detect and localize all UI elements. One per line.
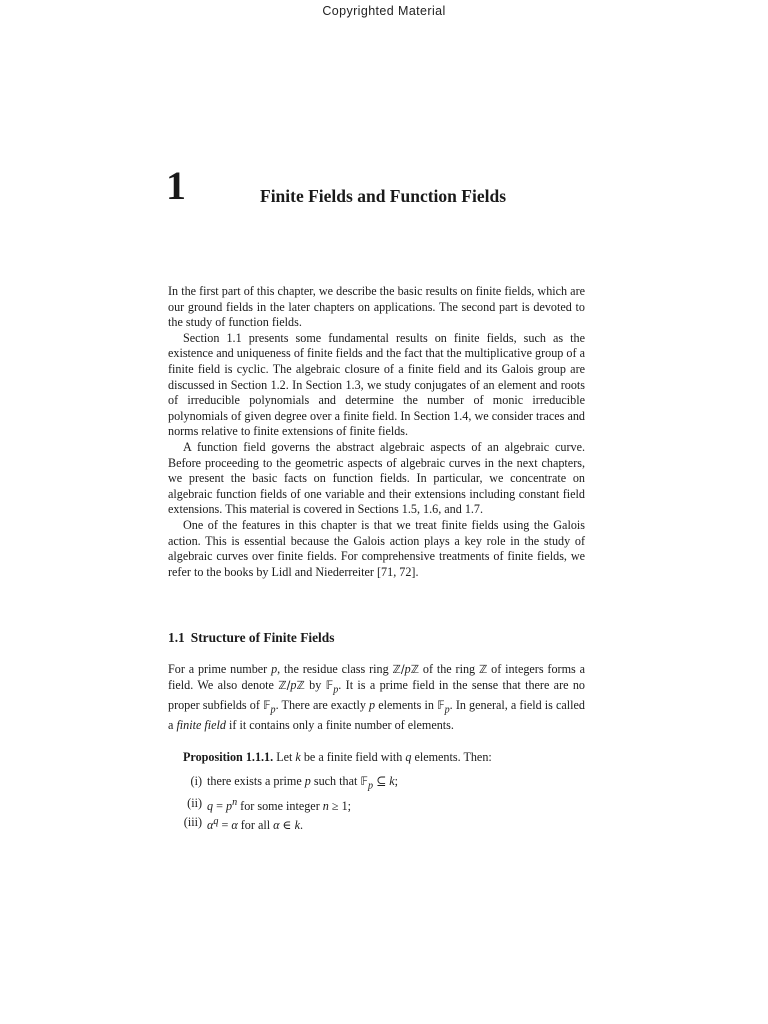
chapter-intro bbox=[168, 284, 585, 580]
chapter-number: 1 bbox=[166, 163, 186, 208]
intro-paragraph-1: In the first part of this chapter, we describe the basic results on finite fields, which are our ground fields in the later chapters on applications. The second part is devoted to the study of function fields. bbox=[168, 284, 585, 330]
section-paragraph bbox=[168, 662, 585, 733]
intro-paragraph-3: A function field governs the abstract algebraic aspects of an algebraic curve. Before proceeding to the geometric aspects of algebraic curves in the next chapters, we present the basic facts on function fields. In particular, we concentrate on algebraic function fields of one variable and their extensions including constant field extensions. This material is covered in Sections 1.5, 1.6, and 1.7. bbox=[168, 439, 585, 517]
list-item: (iii) $\alpha^q = \alpha$ for all α ∈ k. bbox=[183, 814, 304, 832]
section-number: 1.1 bbox=[168, 630, 185, 645]
section-paragraph-1: For a prime number p, the residue class ring ℤ/pℤ of the ring ℤ of integers forms a field. We also denote ℤ/pℤ by 𝔽$_p$. It is a prime field in the sense that there are no proper subfields of 𝔽$_p$. There are exactly p elements in 𝔽$_p$. In general, a field is called a finite field if it contains only a finite number of elements. bbox=[168, 662, 585, 732]
copyright-watermark: Copyrighted Material bbox=[322, 4, 446, 18]
intro-paragraph-4: One of the features in this chapter is that we treat finite fields using the Galois action. This is essential because the Galois action plays a key role in the study of algebraic curves over finite fields. For comprehensive treatments of finite fields, we refer to the books by Lidl and Niederreiter [71, 72]. bbox=[168, 517, 585, 579]
proposition-list bbox=[168, 773, 585, 833]
chapter-title: Finite Fields and Function Fields bbox=[260, 186, 506, 206]
list-item: (ii) $q = p^n$ for some integer n ≥ 1; bbox=[187, 795, 352, 813]
section-title: Structure of Finite Fields bbox=[190, 630, 335, 645]
proposition-label: Proposition 1.1.1. bbox=[183, 750, 274, 764]
section-heading bbox=[168, 630, 334, 646]
intro-paragraph-2: Section 1.1 presents some fundamental results on finite fields, such as the existence and uniqueness of finite fields and the fact that the multiplicative group of a finite field is cyclic. The algebraic closure of a finite field and its Galois group are discussed in Section 1.2. In Section 1.3, we study conjugates of an element and roots of irreducible polynomials and determine the number of monic irreducible polynomials of given degree over a finite field. In Section 1.4, we consider traces and norms relative to finite extensions of finite fields. bbox=[168, 330, 585, 439]
proposition-statement: Proposition 1.1.1. Let k be a finite field with q elements. Then: bbox=[183, 750, 492, 764]
list-item: (i) there exists a prime p such that 𝔽$_p$ ⊆ k; bbox=[190, 774, 399, 792]
